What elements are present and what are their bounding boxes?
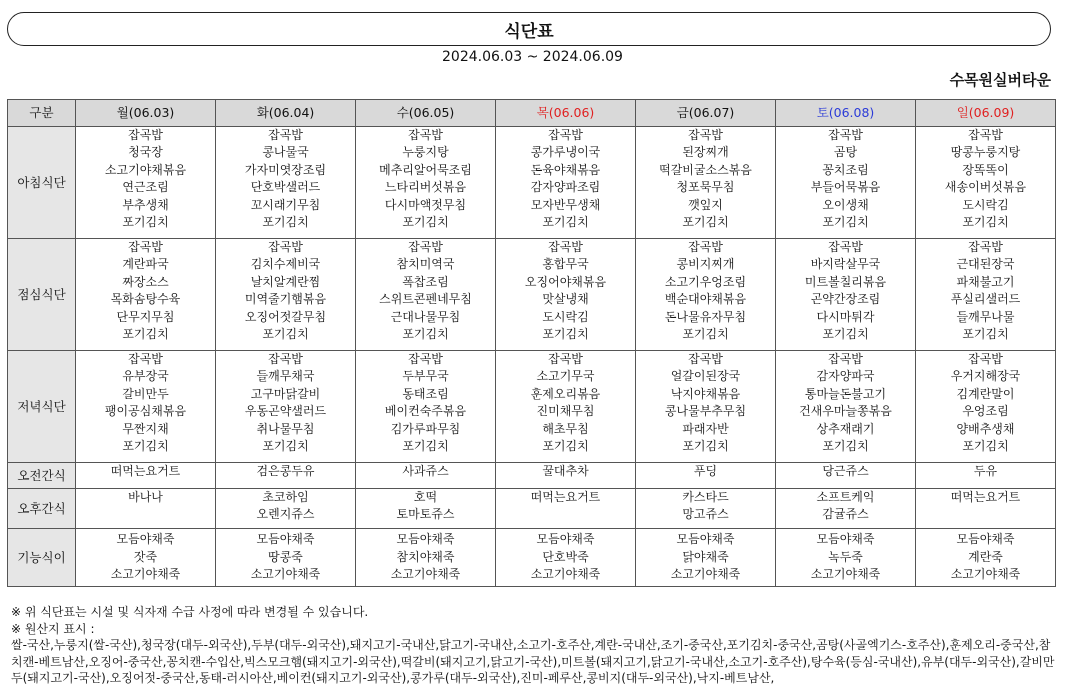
menu-item: 김계란말이 [956,386,1015,401]
menu-item: 얼갈이된장국 [670,369,741,384]
menu-item: 도시락김 [542,309,589,324]
menu-item: 파래자반 [682,421,729,436]
menu-item: 잡곡밥 [828,240,863,254]
menu-item: 장똑똑이 [962,162,1009,177]
menu-item: 우거지해장국 [950,369,1021,384]
menu-item: 모듬야채죽 [256,532,315,547]
menu-item: 모듬야채죽 [396,532,455,547]
day-header-sat: 토(06.08) [776,100,916,127]
menu-item: 맛살냉채 [542,292,589,307]
menu-item: 포기김치 [542,215,589,230]
menu-item: 곰탕 [833,145,858,160]
menu-cell-wed [356,489,496,529]
menu-item: 잡곡밥 [408,352,443,366]
menu-cell-sun [916,239,1056,351]
menu-cell-sat [776,529,916,587]
menu-cell-mon [76,463,216,489]
row-label: 아침식단 [8,127,76,239]
menu-item: 소고기야채죽 [950,567,1021,582]
menu-item: 잡곡밥 [688,240,723,254]
menu-item: 새송이버섯볶음 [944,180,1027,195]
menu-cell-mon [76,127,216,239]
menu-item: 토마토쥬스 [396,507,455,522]
menu-item: 포기김치 [822,439,869,454]
menu-cell-thu [496,529,636,587]
menu-item: 사과쥬스 [402,464,449,478]
menu-item: 포기김치 [402,439,449,454]
menu-item: 잡곡밥 [828,352,863,366]
menu-item: 망고쥬스 [682,507,729,522]
menu-item: 우동곤약샐러드 [244,404,327,419]
menu-item: 초코하임 [262,490,309,504]
menu-item: 푸실리샐러드 [950,292,1021,307]
menu-cell-sat [776,463,916,489]
row-label: 오후간식 [8,489,76,529]
menu-item: 모듬야채죽 [676,532,735,547]
menu-item: 계란죽 [968,549,1003,564]
menu-item: 떡갈비굴소스볶음 [659,162,752,177]
menu-item: 포기김치 [262,215,309,230]
menu-item: 우엉조림 [962,404,1009,419]
menu-item: 소고기야채죽 [530,567,601,582]
menu-cell-mon [76,489,216,529]
menu-cell-tue [216,463,356,489]
menu-item: 파채불고기 [956,274,1015,289]
header-row [8,100,1056,127]
menu-item: 콩가루냉이국 [530,145,601,160]
menu-cell-tue [216,127,356,239]
day-header-tue: 화(06.04) [216,100,356,127]
menu-item: 포기김치 [962,215,1009,230]
menu-item: 감자양파조림 [530,180,601,195]
menu-cell-sat [776,239,916,351]
menu-cell-mon [76,351,216,463]
menu-item: 녹두죽 [828,549,863,564]
menu-item: 소고기무국 [536,369,595,384]
menu-item: 무짠지채 [122,421,169,436]
menu-item: 푸딩 [693,464,718,478]
corner-header: 구분 [8,100,76,127]
menu-item: 소고기야채죽 [670,567,741,582]
menu-item: 두부무국 [402,369,449,384]
menu-item: 꼬시래기무침 [250,197,321,212]
menu-cell-sat [776,351,916,463]
menu-item: 소고기야채죽 [250,567,321,582]
menu-item: 청국장 [128,145,163,160]
menu-item: 김가루파무침 [390,421,461,436]
menu-item: 단호박샐러드 [250,180,321,195]
menu-item: 베이컨숙주볶음 [384,404,467,419]
menu-item: 포기김치 [122,327,169,342]
menu-item: 땅콩누룽지탕 [950,145,1021,160]
date-range: 2024.06.03 ~ 2024.06.09 [442,49,623,65]
menu-item: 콩비지찌개 [676,257,735,272]
row-label: 점심식단 [8,239,76,351]
menu-item: 감자양파국 [816,369,875,384]
notes-disclaimer: ※ 위 식단표는 시설 및 식자재 수급 사정에 따라 변경될 수 있습니다. [11,605,369,619]
menu-item: 근대된장국 [956,257,1015,272]
menu-item: 두유 [973,464,998,478]
menu-item: 포기김치 [402,327,449,342]
menu-cell-fri [636,351,776,463]
menu-item: 느타리버섯볶음 [384,180,467,195]
menu-cell-fri [636,463,776,489]
menu-item: 훈제오리볶음 [530,386,601,401]
menu-cell-thu [496,351,636,463]
menu-cell-thu [496,463,636,489]
menu-item: 소고기야채죽 [810,567,881,582]
menu-cell-sun [916,489,1056,529]
menu-item: 포기김치 [962,327,1009,342]
menu-item: 잡곡밥 [268,128,303,142]
menu-item: 들깨무채국 [256,369,315,384]
menu-item: 고구마닭갈비 [250,386,321,401]
menu-cell-wed [356,239,496,351]
menu-item: 깻잎지 [688,197,723,212]
menu-item: 소고기야채죽 [390,567,461,582]
menu-cell-wed [356,351,496,463]
menu-item: 오이생채 [822,197,869,212]
menu-item: 잡곡밥 [548,352,583,366]
meal-table [7,99,1056,587]
menu-item: 참치야채죽 [396,549,455,564]
menu-cell-wed [356,127,496,239]
menu-cell-tue [216,239,356,351]
menu-item: 잡곡밥 [128,128,163,142]
menu-item: 계란파국 [122,257,169,272]
menu-item: 가자미엿장조림 [244,162,327,177]
menu-item: 목화솜탕수육 [110,292,181,307]
menu-item: 잡곡밥 [688,352,723,366]
lunch-row [8,239,1056,351]
menu-item: 양배추생채 [956,421,1015,436]
menu-item: 모듬야채죽 [956,532,1015,547]
menu-item: 미트볼칠리볶음 [804,274,887,289]
menu-item: 도시락김 [962,197,1009,212]
menu-item: 오렌지쥬스 [256,507,315,522]
breakfast-row [8,127,1056,239]
menu-item: 잡곡밥 [408,128,443,142]
menu-item: 해초무침 [542,421,589,436]
menu-item: 홍합무국 [542,257,589,272]
menu-item: 떠먹는요거트 [950,490,1021,504]
menu-cell-fri [636,127,776,239]
menu-item: 포기김치 [542,327,589,342]
menu-item: 꿀대추차 [542,464,589,478]
menu-item: 소고기야채볶음 [104,162,187,177]
day-header-wed: 수(06.05) [356,100,496,127]
menu-cell-wed [356,463,496,489]
menu-item: 소고기우엉조림 [664,274,747,289]
menu-item: 호떡 [413,490,438,504]
menu-item: 진미채무침 [536,404,595,419]
menu-cell-mon [76,239,216,351]
menu-item: 상추재래기 [816,421,875,436]
menu-item: 잡곡밥 [408,240,443,254]
organization-name: 수목원실버타운 [949,71,1051,89]
menu-item: 포기김치 [822,215,869,230]
afternoon-snack-row [8,489,1056,529]
menu-cell-mon [76,529,216,587]
menu-item: 포기김치 [682,215,729,230]
menu-item: 소고기야채죽 [110,567,181,582]
menu-item: 닭야채죽 [682,549,729,564]
page-title: 식단표 [7,12,1051,46]
menu-item: 포기김치 [262,439,309,454]
menu-item: 잡곡밥 [548,128,583,142]
menu-cell-wed [356,529,496,587]
menu-cell-sun [916,127,1056,239]
menu-item: 잡곡밥 [968,352,1003,366]
menu-cell-sat [776,489,916,529]
menu-item: 잡곡밥 [128,352,163,366]
menu-item: 부추생채 [122,197,169,212]
menu-item: 땅콩죽 [268,549,303,564]
menu-item: 포기김치 [682,327,729,342]
menu-item: 근대나물무침 [390,309,461,324]
menu-cell-fri [636,239,776,351]
menu-item: 백순대야채볶음 [664,292,747,307]
menu-item: 잡곡밥 [968,240,1003,254]
menu-item: 소프트케익 [816,490,875,504]
notes-origin-list: 쌀-국산,누룽지(쌀-국산),청국장(대두-외국산),두부(대두-외국산),돼지고기-국내산,닭고기-국내산,소고기-호주산,계란-국내산,조기-중국산,포기김치-중국산,곰탕(사골엑기스-호주산),훈제오리-중국산,참치캔-베트남산,오징어-중국산,꽁치캔-수입산,빅스모크햄(돼지고기-외국산),떡갈비(돼지고기,닭고기-국산),미트볼(돼지고기,닭고기-국내산,소고기-호주산),탕수육(등심-국내산),유부(대두-외국산),갈비만두(돼지고기-국산),오징어젓-중국산,동태-러시아산,베이컨(돼지고기-외국산),콩가루(대두-외국산),진미-페루산,콩비지(대두-외국산),낙지-베트남산, [11,638,1055,686]
special-diet-row [8,529,1056,587]
menu-cell-sat [776,127,916,239]
menu-cell-sun [916,529,1056,587]
menu-item: 날치알계란찜 [250,274,321,289]
dinner-row [8,351,1056,463]
menu-item: 포기김치 [122,439,169,454]
menu-item: 검은콩두유 [256,464,315,478]
menu-item: 감귤쥬스 [822,507,869,522]
menu-item: 모자반무생채 [530,197,601,212]
day-header-thu: 목(06.06) [496,100,636,127]
menu-cell-thu [496,489,636,529]
menu-item: 곤약간장조림 [810,292,881,307]
menu-item: 다시마튀각 [816,309,875,324]
menu-item: 메추리알어묵조림 [379,162,472,177]
menu-cell-thu [496,127,636,239]
menu-item: 잡곡밥 [828,128,863,142]
menu-item: 포기김치 [682,439,729,454]
menu-item: 바나나 [128,490,163,504]
menu-item: 낙지야채볶음 [670,386,741,401]
menu-item: 유부장국 [122,369,169,384]
menu-item: 취나물무침 [256,421,315,436]
menu-item: 포기김치 [122,215,169,230]
menu-item: 잡곡밥 [128,240,163,254]
menu-item: 포기김치 [822,327,869,342]
menu-item: 포기김치 [542,439,589,454]
menu-item: 단무지무침 [116,309,175,324]
menu-cell-tue [216,351,356,463]
menu-item: 카스타드 [682,490,729,504]
menu-item: 꽁치조림 [822,162,869,177]
menu-item: 잡곡밥 [268,240,303,254]
row-label: 오전간식 [8,463,76,489]
menu-item: 누룽지탕 [402,145,449,160]
notes-section [11,604,1056,687]
menu-item: 바지락살무국 [810,257,881,272]
menu-item: 갈비만두 [122,386,169,401]
menu-item: 떠먹는요거트 [110,464,181,478]
menu-item: 다시마액젓무침 [384,197,467,212]
menu-item: 오징어젓갈무침 [244,309,327,324]
row-label: 기능식이 [8,529,76,587]
menu-cell-sun [916,463,1056,489]
menu-item: 청포묵무침 [676,180,735,195]
notes-origin-heading: ※ 원산지 표시 : [11,621,95,636]
menu-item: 건새우마늘쫑볶음 [799,404,892,419]
menu-item: 잡곡밥 [688,128,723,142]
menu-cell-sun [916,351,1056,463]
menu-item: 잡곡밥 [268,352,303,366]
menu-item: 부들어묵볶음 [810,180,881,195]
menu-item: 잡곡밥 [968,128,1003,142]
menu-item: 스위트콘펜네무침 [379,292,472,307]
menu-item: 모듬야채죽 [116,532,175,547]
menu-item: 미역줄기햄볶음 [244,292,327,307]
menu-item: 모듬야채죽 [816,532,875,547]
menu-cell-tue [216,529,356,587]
menu-item: 콩나물부추무침 [664,404,747,419]
menu-item: 돈나물유자무침 [664,309,747,324]
menu-item: 잣죽 [133,549,158,564]
menu-item: 연근조림 [122,180,169,195]
menu-item: 된장찌개 [682,145,729,160]
menu-item: 돈육야채볶음 [530,162,601,177]
menu-item: 참치미역국 [396,257,455,272]
menu-item: 오징어야채볶음 [524,274,607,289]
day-header-mon: 월(06.03) [76,100,216,127]
menu-item: 팽이공심채볶음 [104,404,187,419]
day-header-sun: 일(06.09) [916,100,1056,127]
day-header-fri: 금(06.07) [636,100,776,127]
menu-item: 포기김치 [962,439,1009,454]
menu-item: 포기김치 [262,327,309,342]
menu-cell-tue [216,489,356,529]
row-label: 저녁식단 [8,351,76,463]
menu-item: 짜장소스 [122,274,169,289]
menu-item: 단호박죽 [542,549,589,564]
menu-item: 떠먹는요거트 [530,490,601,504]
menu-item: 콩나물국 [262,145,309,160]
menu-item: 들깨무나물 [956,309,1015,324]
menu-cell-fri [636,489,776,529]
menu-item: 동태조림 [402,386,449,401]
menu-cell-thu [496,239,636,351]
menu-item: 통마늘돈불고기 [804,386,887,401]
menu-item: 포기김치 [402,215,449,230]
menu-item: 김치수제비국 [250,257,321,272]
menu-item: 당근쥬스 [822,464,869,478]
menu-cell-fri [636,529,776,587]
menu-item: 모듬야채죽 [536,532,595,547]
menu-item: 폭찹조림 [402,274,449,289]
morning-snack-row [8,463,1056,489]
menu-item: 잡곡밥 [548,240,583,254]
